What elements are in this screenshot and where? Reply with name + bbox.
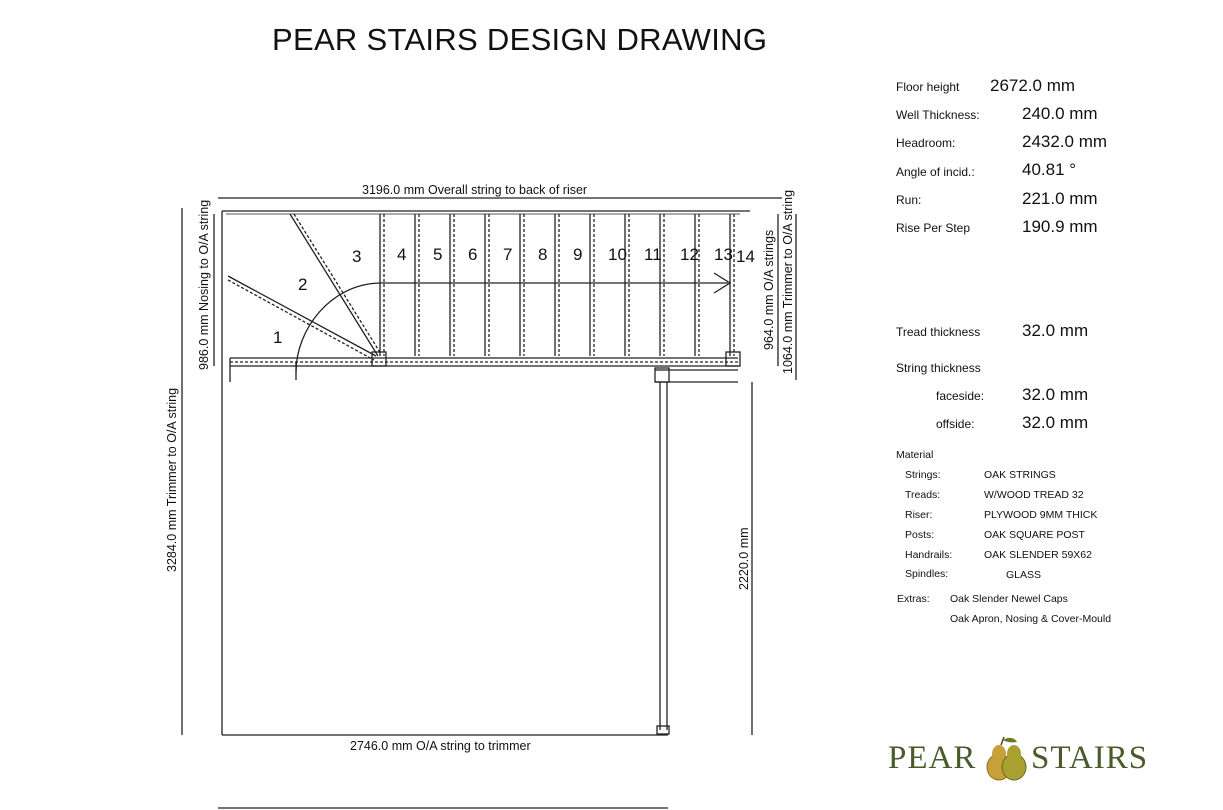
material-heading: Material — [896, 449, 934, 461]
step-number: 12 — [680, 245, 699, 264]
material-label: Riser: — [905, 509, 933, 521]
step-number: 10 — [608, 245, 627, 264]
spec-label: Angle of incid.: — [896, 165, 975, 179]
step-number: 14 — [736, 247, 755, 266]
drawing-title: PEAR STAIRS DESIGN DRAWING — [272, 22, 768, 57]
step-number: 4 — [397, 245, 407, 264]
spec-value: 221.0 mm — [1022, 189, 1098, 208]
step-number: 1 — [273, 328, 283, 347]
pear-stairs-logo — [888, 734, 1148, 782]
step-number: 8 — [538, 245, 548, 264]
material-value: PLYWOOD 9MM THICK — [984, 509, 1098, 521]
spec-value: 190.9 mm — [1022, 217, 1098, 236]
step-number: 6 — [468, 245, 478, 264]
logo-text-left: PEAR — [888, 740, 977, 776]
faceside-value: 32.0 mm — [1022, 385, 1089, 404]
dim-right-a: 964.0 mm O/A strings — [762, 229, 776, 350]
step-number: 13 — [714, 245, 733, 264]
material-label: Strings: — [905, 469, 941, 481]
spec-label: Run: — [896, 193, 922, 207]
material-value: OAK STRINGS — [984, 469, 1056, 481]
extras-item: Oak Slender Newel Caps — [950, 593, 1068, 605]
spec-value: 2432.0 mm — [1022, 132, 1108, 151]
material-label: Spindles: — [905, 568, 949, 580]
dim-right-b: 1064.0 mm Trimmer to O/A string — [781, 189, 795, 374]
material-label: Treads: — [905, 489, 941, 501]
offside-label: offside: — [936, 417, 975, 431]
step-number: 9 — [573, 245, 583, 264]
material-label: Handrails: — [905, 549, 953, 561]
dim-right-lower: 2220.0 mm — [737, 527, 751, 590]
step-number: 7 — [503, 245, 513, 264]
material-value: GLASS — [1006, 569, 1042, 581]
faceside-label: faceside: — [936, 389, 985, 403]
offside-value: 32.0 mm — [1022, 413, 1089, 432]
material-label: Posts: — [905, 529, 935, 541]
dim-left-outer: 3284.0 mm Trimmer to O/A string — [165, 387, 179, 572]
spec-label: Floor height — [896, 80, 960, 94]
material-value: OAK SLENDER 59X62 — [984, 549, 1092, 561]
step-number: 3 — [352, 247, 362, 266]
extras-item: Oak Apron, Nosing & Cover-Mould — [950, 613, 1112, 625]
dim-bottom: 2746.0 mm O/A string to trimmer — [350, 739, 531, 753]
step-number: 2 — [298, 275, 308, 294]
spec-label: Rise Per Step — [896, 221, 971, 235]
material-value: OAK SQUARE POST — [984, 529, 1085, 541]
pear-icon — [981, 734, 1031, 782]
spec-value: 40.81 ° — [1022, 160, 1077, 179]
riser-lines — [380, 214, 734, 356]
spec-value: 240.0 mm — [1022, 104, 1098, 123]
step-number: 5 — [433, 245, 443, 264]
step-number: 11 — [644, 245, 662, 264]
newel-post-right — [726, 352, 740, 366]
string-thickness-label: String thickness — [896, 361, 981, 375]
spec-value: 2672.0 mm — [990, 76, 1076, 95]
logo-text-right: STAIRS — [1031, 740, 1149, 776]
tread-thickness-value: 32.0 mm — [1022, 321, 1089, 340]
dim-top: 3196.0 mm Overall string to back of riser — [362, 183, 588, 197]
extras-label: Extras: — [897, 593, 930, 605]
spec-label: Headroom: — [896, 136, 956, 150]
tread-thickness-label: Tread thickness — [896, 325, 981, 339]
spec-label: Well Thickness: — [896, 108, 980, 122]
material-value: W/WOOD TREAD 32 — [984, 489, 1084, 501]
dim-left-inner: 986.0 mm Nosing to O/A string — [197, 199, 211, 370]
